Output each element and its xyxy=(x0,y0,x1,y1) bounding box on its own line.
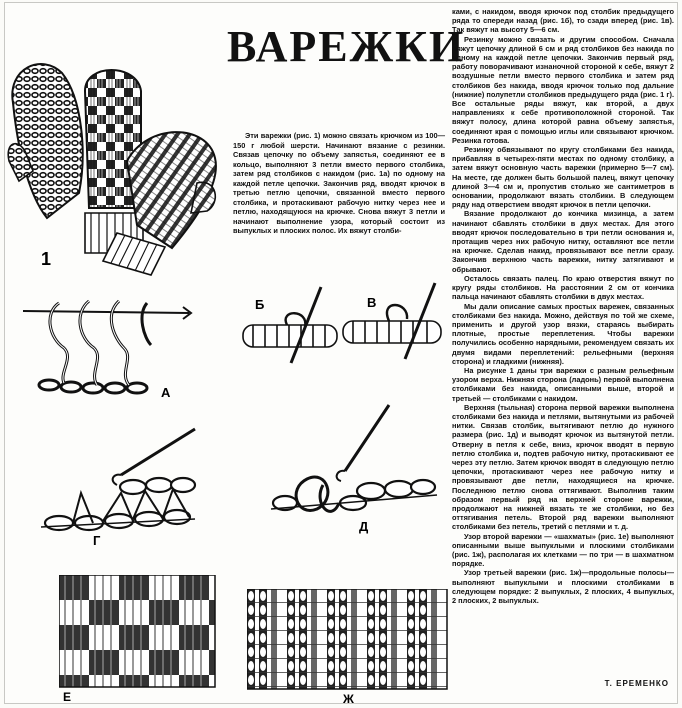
page-title: ВАРЕЖКИ xyxy=(227,22,466,71)
figure-e-label: Е xyxy=(63,690,72,703)
magazine-page xyxy=(4,2,678,704)
figure-d-label: Д xyxy=(359,519,369,534)
figure-a-label: А xyxy=(161,385,171,400)
swatch-e xyxy=(59,575,219,703)
figure-1-label: 1 xyxy=(41,249,52,269)
paragraph: Узор третьей варежки (рис. 1ж)—продольные полосы—выполняют выпуклыми и плоскими столбиками в следующем порядке: 2 выпуклых, 2 плоских, 4 выпуклых, 2 плоских, 2 выпуклых. xyxy=(452,568,674,605)
stitch-diagram-b-v xyxy=(239,279,447,371)
figure-g-label: Г xyxy=(93,533,101,547)
paragraph: Резинку обвязывают по кругу столбиками без накида, прибавляя в четырех-пяти местах по одному столбику, а затем вяжут основную часть варежки (примерно 5—7 см). На месте, где должен быть большой палец, вяжут цепочку длиной 3—4 см и, пропустив столько же сантиметров в основании, продолжают вязать столбики. В следующем ряду над отверстием вводят крючок в петли цепочки. xyxy=(452,145,674,210)
paragraph: Резинку можно связать и другим способом. Сначала вяжут цепочку длиной 6 см и ряд столбиков без накида по одному на каждой петле цепочки. Закончив первый ряд, работу поворачивают изнаночной стороной к себе, вяжут 2 воздушные петли вместо первого столбика и затем ряд столбиков без накида, вводя крючок только под дальние (нижние) полупетли столбиков предыдущего ряда (рис. 1 г). Все остальные ряды вяжут, как второй, а двух направлениях к себе противоположной стороной. Так вяжут полосу, длина которой равна объему запястья, соединяют края с помощью иглы или связывают крючком. Резинка готова. xyxy=(452,34,674,145)
author-signature: Т. ЕРЕМЕНКО xyxy=(604,679,669,688)
paragraph: Осталось связать палец. По краю отверстия вяжут по кругу ряды столбиков. На расстоянии 2 см от кончика пальца начинают сбавлять столбики в двух местах. xyxy=(452,273,674,302)
figure-b-label: Б xyxy=(255,297,265,312)
paragraph: Верхняя (тыльная) сторона первой варежки выполнена столбиками без накида и петлями, вытянутыми из рабочей нитки. Связав столбик, вытягивают петлю до нужного размера (рис. 1д) и выводят крючок из вытянутой петли. Отверну в петля к себе, вниз, крючок вводят в первую петлю столбика и, подтев рабочую нитку, протаскивают ее через эту петлю. Затем крючок вводят в следующую петлю цепочки, протаскивают через нее рабочую нитку и провязывают две петли, находящиеся на крючке. Последнюю петлю снова оттягивают. Выполнив таким образом первый ряд на верхней стороне варежки, продолжают на нижней вязать те же столбики, но без оттягивания петель. Второй ряд варежки выполняют столбиками без петель, третий с петлями и т. д. xyxy=(452,402,674,532)
intro-paragraph: Эти варежки (рис. 1) можно связать крючком из 100—150 г любой шерсти. Начинают вязание с резинки. Связав цепочку по объему запястья, соединяют ее в кольцо, выполняют 3 петли вместо первого столбика, затем ряд столбиков с накидом (рис. 1а) по одному на каждой петле цепочки. Закончив ряд, вводят крючок в третью петлю цепочки, связанной вместо первого столбика, и протаскивают рабочую нитку через нее и петлю, находящуюся на крючке. Снова вяжут 3 петли и начинают выполнение узора, который состоит из выпуклых и плоских полос. Их вяжут столби- xyxy=(233,131,445,236)
figure-zh-label: Ж xyxy=(343,692,354,704)
paragraph: На рисунке 1 даны три варежки с разным рельефным узором верха. Нижняя сторона (ладонь) первой выполнена столбиками без накида, описанными выше, второй и третьей — столбиками с накидом. xyxy=(452,365,674,403)
article-text-column xyxy=(452,7,674,605)
paragraph: Узор второй варежки — «шахматы» (рис. 1е) выполняют описанными выше выпуклыми и плоскими столбиками (рис. 1ж), располагая их клетками — по три — в шахматном порядке. xyxy=(452,531,674,569)
stitch-diagram-d xyxy=(267,399,447,541)
stitch-diagram-a xyxy=(19,293,195,403)
paragraph: Мы дали описание самых простых варежек, связанных столбиками без накида. Можно, действуя по той же схеме, применить и другой узор вязки, стараясь выбирать плотные, простые переплетения. Чтобы варежки получились особенно нарядными, рекомендуем связать их двумя видами переплетений: рельефными (верхняя сторона) и гладкими (нижняя). xyxy=(452,301,674,366)
stitch-diagram-g xyxy=(35,423,205,547)
swatch-zh xyxy=(247,589,451,704)
paragraph: Вязание продолжают до кончика мизинца, а затем начинают сбавлять столбики в двух местах. Для этого вводят крючок последовательно в три петли основания и, протащив через них рабочую нитку, оставляют все петли на крючке. Сделав накид, провязывают все петли сразу. Закончив верхнюю часть варежки, нитку затягивают и обрывают. xyxy=(452,209,674,274)
figure-v-label: В xyxy=(367,295,377,310)
paragraph: ками, с накидом, вводя крючок под столбик предыдущего ряда то спереди назад (рис. 1б), то сзади вперед (рис. 1в). Так вяжут на высоту 5—6 см. xyxy=(452,7,674,35)
mittens-illustration xyxy=(7,43,221,281)
